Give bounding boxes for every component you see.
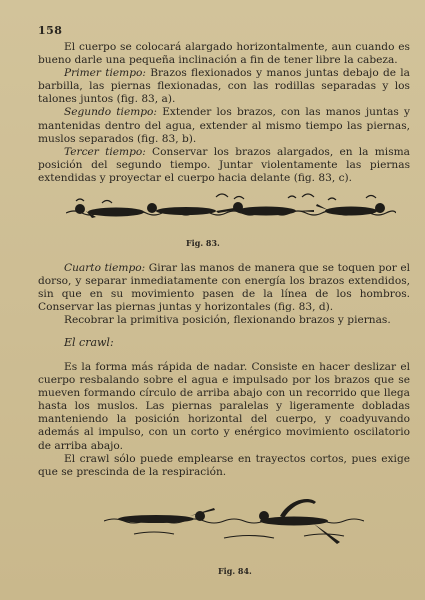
first-phase-text: Brazos flexionados y manos juntas debajo de la barbilla, las piernas flexionadas, con las rodillas separadas y los talones juntos (fig. 83, a). [38,67,411,106]
third-phase-label: Tercer tiempo: [64,145,146,158]
crawl-note-paragraph: El crawl sólo puede emplearse en trayectos cortos, pues exige que se prescinda de la respiración. [38,452,410,478]
fourth-phase-section [38,262,410,327]
fourth-phase-text: Girar las manos de manera que se toquen por el dorso, y separar inmediatamente con energía los brazos extendidos, sin que en su movimiento pasen de la línea de los hombros. Conservar las piernas juntas y horizontales (fig. 83, d). [38,262,410,314]
second-phase-text: Extender los brazos, con las manos juntas y mantenidas dentro del agua, extender al mismo tiempo las piernas, muslos separados (fig. 83, b). [38,106,411,145]
first-phase-label: Primer tiempo: [64,67,146,80]
page-number: 158 [38,24,63,37]
recover-paragraph: Recobrar la primitiva posición, flexionando brazos y piernas. [64,314,391,327]
third-phase-text: Conservar los brazos alargados, en la misma posición del segundo tiempo. Juntar violentamente las piernas extendidas y proyectar el cuerpo hacia delante (fig. 83, c). [38,145,410,184]
third-phase-paragraph [38,146,410,185]
second-phase-label: Segundo tiempo: [64,106,157,119]
crawl-heading: El crawl: [64,336,114,349]
figure-84-caption: Fig. 84. [218,566,252,576]
figure-83-illustration [66,190,396,230]
second-phase-paragraph [38,106,410,145]
crawl-description-paragraph: Es la forma más rápida de nadar. Consiste en hacer deslizar el cuerpo resbalando sobre el agua e impulsado por los brazos que se mueven formando círculo de arriba abajo con un recorrido que llega hasta los muslos. Las piernas paralelas y ligeramente dobladas manteniendo la posición horizontal del cuerpo, y coadyuvando además al impulso, con un corto y enérgico movimiento oscilatorio de arriba abajo. [38,361,410,452]
crawl-section [38,361,410,479]
figure-84-illustration [104,494,364,550]
fourth-phase-paragraph [38,262,410,314]
first-phase-paragraph [38,67,410,106]
breaststroke-section [38,41,410,185]
figure-83-caption: Fig. 83. [186,238,220,248]
fourth-phase-label: Cuarto tiempo: [64,262,146,274]
intro-paragraph: El cuerpo se colocará alargado horizontalmente, aun cuando es bueno darle una pequeña inclinación a fin de tener libre la cabeza. [38,41,410,67]
